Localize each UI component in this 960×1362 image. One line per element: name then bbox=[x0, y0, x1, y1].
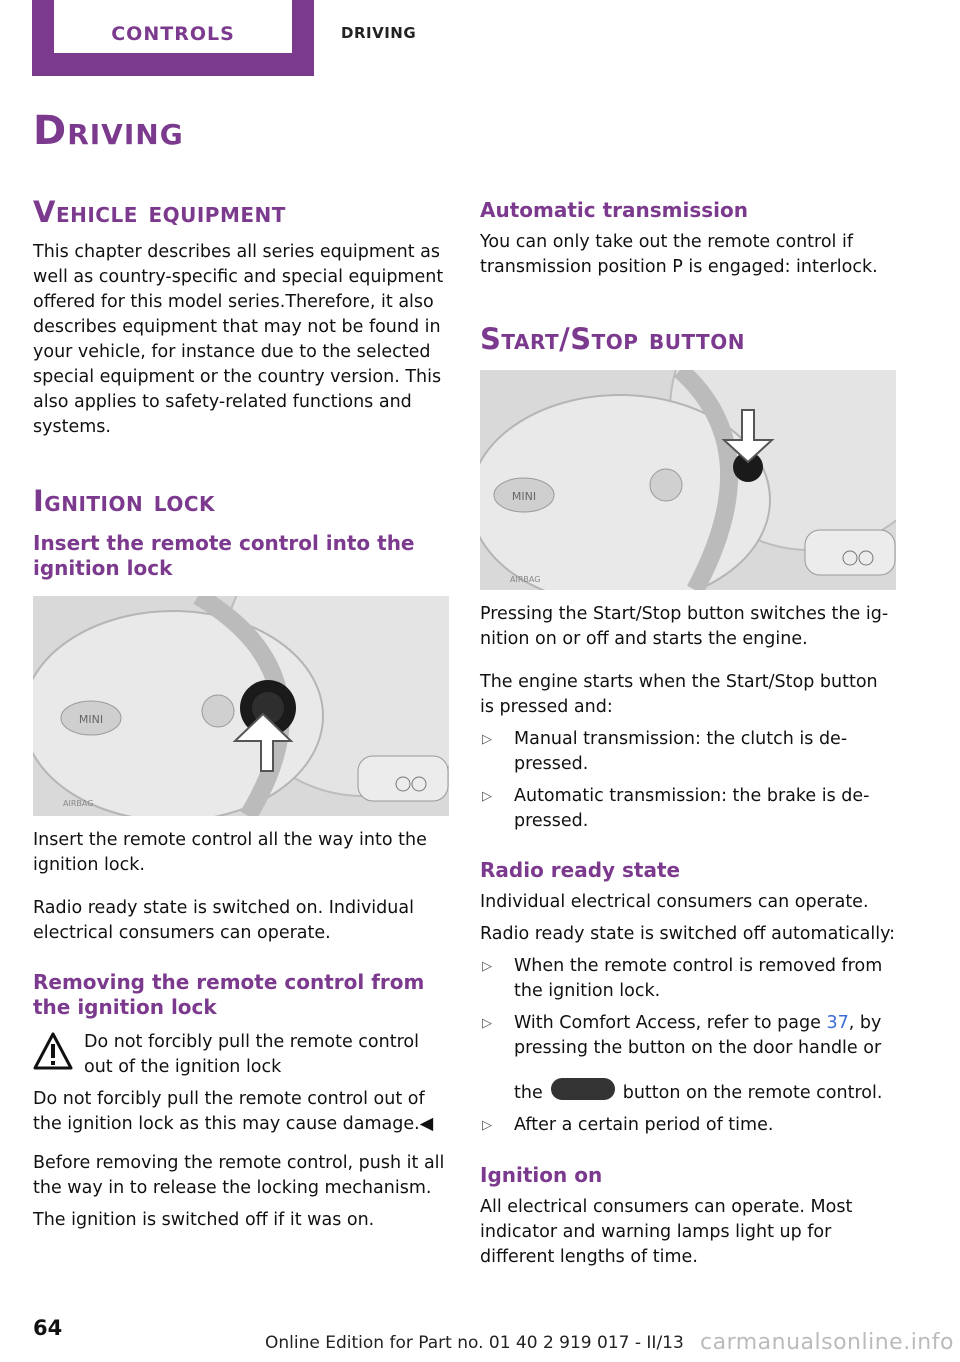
list-item: ▷ Automatic transmission: the brake is depressed. bbox=[482, 785, 870, 831]
start-conditions-list bbox=[480, 727, 896, 834]
left-column bbox=[33, 195, 449, 1233]
list-item: ▷ When the remote control is removed from the ignition lock. bbox=[482, 955, 883, 1001]
airbag-label: AIRBAG bbox=[510, 574, 541, 584]
subheading-remove-remote: Removing the remote control from the ignition lock bbox=[33, 969, 425, 1019]
warning-body: Do not forcibly pull the remote control out of the ignition lock as this may cause damage.◀ bbox=[33, 1088, 434, 1134]
list-item: ▷ Manual transmission: the clutch is depressed. bbox=[482, 728, 848, 774]
airbag-label: AIRBAG bbox=[63, 798, 94, 808]
bullet-triangle-icon: ▷ bbox=[482, 788, 492, 804]
tab-controls-label: CONTROLS bbox=[54, 0, 292, 53]
bullet-triangle-icon: ▷ bbox=[482, 958, 492, 974]
section-heading-start-stop: Start/Stop button bbox=[480, 322, 745, 356]
remove-p3: Before removing the remote control, push it all the way in to release the locking mechanism. bbox=[33, 1152, 445, 1198]
vehicle-equipment-body: This chapter describes all series equipment as well as country-specific and special equipment offered for this model series.Therefore, it also describes equipment that may not be found in your vehicle, for instance due to the selected special equipment or the country version. This also applies to safety-related functions and systems. bbox=[33, 241, 444, 437]
start-stop-p1: Pressing the Start/Stop button switches the ignition on or off and starts the engine. bbox=[480, 603, 889, 649]
subheading-automatic-transmission: Automatic transmission bbox=[480, 198, 748, 222]
remove-p4: The ignition is switched off if it was on. bbox=[33, 1209, 375, 1230]
mini-logo-text: MINI bbox=[511, 489, 537, 503]
page-number: 64 bbox=[33, 1316, 63, 1340]
page-title: Driving bbox=[33, 108, 184, 154]
radio-p1: Individual electrical consumers can operate. bbox=[480, 891, 869, 912]
remote-lock-button-icon bbox=[551, 1078, 615, 1100]
subheading-radio-ready: Radio ready state bbox=[480, 857, 681, 882]
subheading-insert-remote: Insert the remote control into the ignition lock bbox=[33, 530, 415, 580]
insert-p1: Insert the remote control all the way into the ignition lock. bbox=[33, 829, 427, 875]
bullet-triangle-icon: ▷ bbox=[482, 1015, 492, 1031]
bullet-triangle-icon: ▷ bbox=[482, 731, 492, 747]
warning-block bbox=[33, 1030, 449, 1080]
bullet-triangle-icon: ▷ bbox=[482, 1117, 492, 1133]
list-item: ▷ With Comfort Access, refer to page 37, by pressing the button on the door handle or the button on the remote control. bbox=[482, 1012, 883, 1103]
header-tabbar bbox=[0, 0, 960, 76]
radio-off-list bbox=[480, 954, 896, 1138]
mini-logo-text: MINI bbox=[78, 712, 104, 726]
ignition-on-body: All electrical consumers can operate. Most indicator and warning lamps light up for different lengths of time. bbox=[480, 1196, 853, 1267]
automatic-transmission-body: You can only take out the remote control if transmission position P is engaged: interlock. bbox=[480, 232, 878, 277]
tab-driving[interactable]: DRIVING bbox=[341, 24, 417, 42]
figure-start-stop-button bbox=[480, 370, 896, 590]
section-heading-ignition-lock: Ignition lock bbox=[33, 483, 216, 518]
warning-triangle-icon bbox=[33, 1032, 73, 1070]
tab-controls[interactable] bbox=[32, 0, 314, 76]
page-link-37[interactable]: 37 bbox=[826, 1012, 849, 1033]
watermark: carmanualsonline.info bbox=[700, 1330, 954, 1355]
edition-footer: Online Edition for Part no. 01 40 2 919 017 - II/13 bbox=[265, 1333, 684, 1353]
section-heading-vehicle-equipment: Vehicle equipment bbox=[33, 195, 286, 229]
insert-p2: Radio ready state is switched on. Individual electrical consumers can operate. bbox=[33, 897, 414, 943]
start-stop-p2: The engine starts when the Start/Stop button is pressed and: bbox=[480, 671, 878, 717]
warning-title: Do not forcibly pull the remote control out of the ignition lock bbox=[84, 1031, 419, 1077]
subheading-ignition-on: Ignition on bbox=[480, 1162, 603, 1187]
radio-p2: Radio ready state is switched off automatically: bbox=[480, 923, 896, 944]
right-column bbox=[480, 198, 896, 1270]
figure-ignition-lock bbox=[33, 596, 449, 816]
list-item: ▷ After a certain period of time. bbox=[480, 1113, 896, 1138]
